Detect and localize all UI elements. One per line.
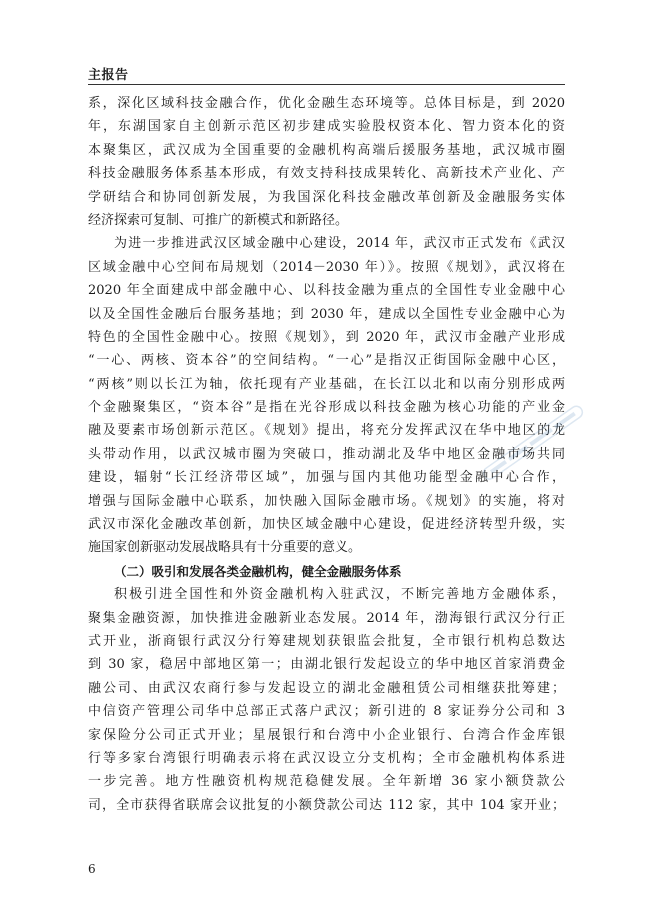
- text-line: 经济探索可复制、可推广的新模式和新路径。: [88, 212, 349, 228]
- page-number: 6: [88, 862, 96, 876]
- text-line: 一步完善。地方性融资机构规范稳健发展。全年新增 36 家小额贷款公: [88, 774, 565, 790]
- text-line: 2020 年全面建成中部金融中心、以科技金融为重点的全国性专业金融中心: [88, 283, 565, 299]
- section-heading: （二）吸引和发展各类金融机构，健全金融服务体系: [114, 563, 402, 579]
- text-line: 头带动作用，以武汉城市圈为突破口，推动湖北及华中地区金融市场共同: [88, 446, 565, 462]
- text-line: 本聚集区，武汉成为全国重要的金融机构高端后援服务基地，武汉城市圈: [88, 142, 565, 158]
- text-line: 建设，辐射“长江经济带区域”，加强与国内其他功能型金融中心合作，: [88, 470, 565, 486]
- text-line: 司，全市获得省联席会议批复的小额贷款公司达 112 家，其中 104 家开业；: [88, 797, 565, 813]
- text-line: 武汉市深化金融改革创新，加快区域金融中心建设，促进经济转型升级，实: [88, 517, 565, 533]
- text-line: 系，深化区域科技金融合作，优化金融生态环境等。总体目标是，到 2020: [88, 96, 565, 111]
- text-line: 家保险分公司正式开业；星展银行和台湾中小企业银行、台湾合作金库银: [88, 727, 565, 743]
- running-header: [88, 62, 565, 85]
- section-title: 主报告: [88, 68, 129, 83]
- text-line: 行等多家台湾银行明确表示将在武汉设立分支机构；全市金融机构体系进: [88, 750, 565, 766]
- text-line: 区域金融中心空间布局规划（2014－2030 年）》。按照《规划》，武汉将在: [88, 259, 565, 275]
- text-line: “两核”则以长江为轴，依托现有产业基础，在长江以北和以南分别形成两: [88, 376, 565, 392]
- text-line: 增强与国际金融中心联系，加快融入国际金融市场。《规划》的实施，将对: [88, 493, 565, 509]
- text-line: 学研结合和协同创新发展，为我国深化科技金融改革创新及金融服务实体: [88, 189, 565, 205]
- text-line: “一心、两核、资本谷”的空间结构。“一心”是指汉正街国际金融中心区，: [88, 353, 565, 369]
- text-line: 式开业，浙商银行武汉分行筹建规划获银监会批复，全市银行机构总数达: [88, 633, 565, 649]
- text-line: 施国家创新驱动发展战略具有十分重要的意义。: [88, 540, 362, 556]
- text-line: 中信资产管理公司华中总部正式落户武汉；新引进的 8 家证券分公司和 3: [88, 704, 565, 720]
- body-text: [88, 92, 565, 817]
- text-line: 特色的全国性金融中心。按照《规划》，到 2020 年，武汉市金融产业形成: [88, 329, 565, 345]
- text-line: 聚集金融资源，加快推进金融新业态发展。2014 年，渤海银行武汉分行正: [88, 610, 565, 626]
- text-line: 个金融聚集区，“资本谷”是指在光谷形成以科技金融为核心功能的产业金: [88, 400, 565, 416]
- paragraph-first-line: 为进一步推进武汉区域金融中心建设，2014 年，武汉市正式发布《武汉: [114, 236, 565, 252]
- text-line: 到 30 家，稳居中部地区第一；由湖北银行发起设立的华中地区首家消费金: [88, 657, 565, 673]
- paragraph-first-line: 积极引进全国性和外资金融机构入驻武汉，不断完善地方金融体系，: [114, 587, 565, 603]
- text-line: 科技金融服务体系基本形成，有效支持科技成果转化、高新技术产业化、产: [88, 166, 565, 182]
- text-line: 融公司、由武汉农商行参与发起设立的湖北金融租赁公司相继获批筹建；: [88, 680, 565, 696]
- text-line: 融及要素市场创新示范区。《规划》提出，将充分发挥武汉在华中地区的龙: [88, 423, 565, 439]
- text-line: 年，东湖国家自主创新示范区初步建成实验股权资本化、智力资本化的资: [88, 119, 565, 135]
- text-line: 以及全国性金融后台服务基地；到 2030 年，建成以全国性专业金融中心为: [88, 306, 565, 322]
